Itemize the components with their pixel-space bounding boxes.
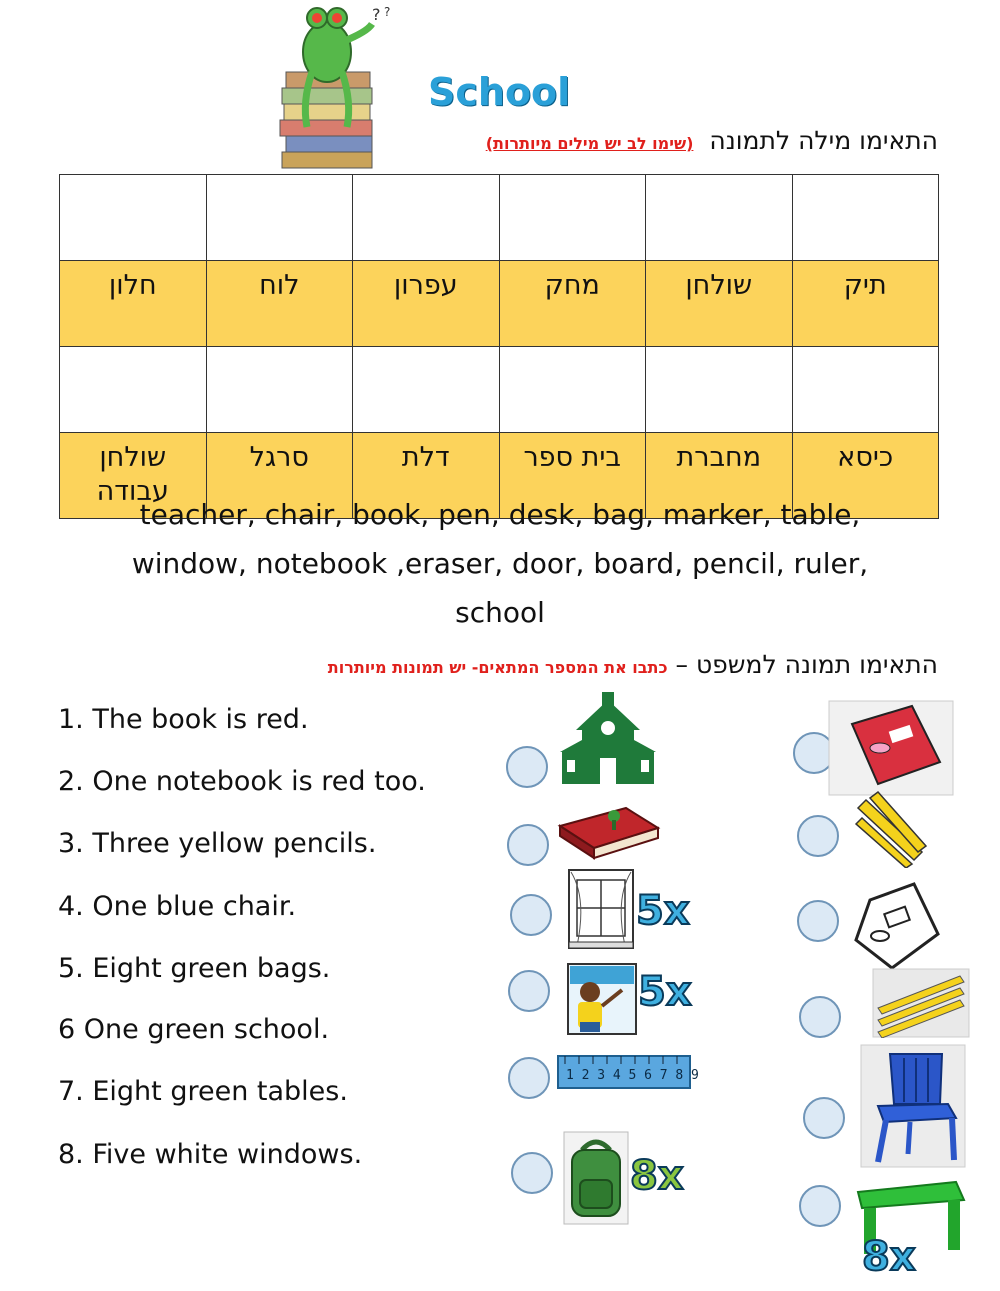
answer-circle[interactable] xyxy=(797,900,839,942)
picture-cell[interactable] xyxy=(792,347,939,433)
blue-chair-icon xyxy=(860,1044,966,1168)
sentence-3: 3. Three yellow pencils. xyxy=(58,828,377,859)
section2-instruction xyxy=(328,650,938,679)
picture-cell[interactable] xyxy=(60,175,207,261)
answer-circle[interactable] xyxy=(508,1057,550,1099)
answer-circle[interactable] xyxy=(803,1097,845,1139)
picture-cell[interactable] xyxy=(499,175,646,261)
section1-note: (שימו לב יש מילים מיותרות) xyxy=(485,134,694,153)
word-cell[interactable]: עפרון xyxy=(353,261,500,347)
yellow-pencils-icon xyxy=(872,968,970,1038)
svg-text:?: ? xyxy=(372,5,381,24)
word-bank xyxy=(60,490,940,637)
picture-cell[interactable] xyxy=(206,175,353,261)
picture-cell[interactable] xyxy=(499,347,646,433)
word-bank-line: teacher, chair, book, pen, desk, bag, marker, table, xyxy=(139,498,861,531)
answer-circle[interactable] xyxy=(506,746,548,788)
teacher-multiplier: 5x xyxy=(638,969,692,1015)
picture-row-2 xyxy=(60,347,939,433)
school-icon xyxy=(558,690,658,786)
frog-on-books-icon xyxy=(272,2,407,182)
word-cell[interactable]: בית ספר xyxy=(499,433,646,519)
picture-cell[interactable] xyxy=(792,175,939,261)
word-cell[interactable]: שולחן עבודה xyxy=(60,433,207,519)
word-cell[interactable]: דלת xyxy=(353,433,500,519)
answer-circle[interactable] xyxy=(797,815,839,857)
sentence-2: 2. One notebook is red too. xyxy=(58,766,426,797)
section1-instruction xyxy=(486,126,938,155)
teacher-icon xyxy=(566,962,638,1036)
svg-text:?: ? xyxy=(384,5,391,19)
picture-cell[interactable] xyxy=(353,347,500,433)
word-picture-table xyxy=(59,174,939,519)
word-cell[interactable]: חלון xyxy=(60,261,207,347)
picture-cell[interactable] xyxy=(646,175,793,261)
section1-instruction-text: התאימו מילה לתמונה xyxy=(709,126,938,155)
sentence-4: 4. One blue chair. xyxy=(58,891,297,922)
word-row-1 xyxy=(60,261,939,347)
picture-row-1 xyxy=(60,175,939,261)
section2-instruction-text: התאימו תמונה למשפט – xyxy=(675,650,938,679)
word-cell[interactable]: כיסא xyxy=(792,433,939,519)
picture-cell[interactable] xyxy=(206,347,353,433)
word-cell[interactable]: תיק xyxy=(792,261,939,347)
answer-circle[interactable] xyxy=(508,970,550,1012)
answer-circle[interactable] xyxy=(799,1185,841,1227)
word-cell[interactable]: מחברת xyxy=(646,433,793,519)
word-bank-line: window, notebook ,eraser, door, board, pencil, ruler, xyxy=(131,547,869,580)
word-bank-line: school xyxy=(455,596,545,629)
sentence-7: 7. Eight green tables. xyxy=(58,1076,348,1107)
windows-multiplier: 5x xyxy=(636,888,690,934)
sentence-6: 6 One green school. xyxy=(58,1014,330,1045)
answer-circle[interactable] xyxy=(507,824,549,866)
answer-circle[interactable] xyxy=(511,1152,553,1194)
pencils-icon xyxy=(852,790,932,868)
picture-cell[interactable] xyxy=(646,347,793,433)
word-cell[interactable]: שולחן xyxy=(646,261,793,347)
window-icon xyxy=(567,868,635,952)
word-cell[interactable]: סרגל xyxy=(206,433,353,519)
sentence-5: 5. Eight green bags. xyxy=(58,953,331,984)
answer-circle[interactable] xyxy=(510,894,552,936)
sentence-1: 1. The book is red. xyxy=(58,704,309,735)
page-title: School xyxy=(428,70,571,114)
notebook-icon xyxy=(828,700,954,796)
picture-cell[interactable] xyxy=(353,175,500,261)
sentence-8: 8. Five white windows. xyxy=(58,1139,363,1170)
word-cell[interactable]: לוח xyxy=(206,261,353,347)
word-cell[interactable]: מחק xyxy=(499,261,646,347)
table-multiplier: 8x xyxy=(862,1234,916,1280)
bag-multiplier: 8x xyxy=(630,1153,684,1199)
backpack-icon xyxy=(562,1130,630,1226)
ruler-digits: 123456789 xyxy=(566,1068,707,1083)
section2-note: כתבו את המספר המתאים- יש תמונות מיותרות xyxy=(327,658,668,677)
picture-cell[interactable] xyxy=(60,347,207,433)
notebook-sketch-icon xyxy=(852,880,942,972)
answer-circle[interactable] xyxy=(799,996,841,1038)
book-icon xyxy=(556,798,662,860)
